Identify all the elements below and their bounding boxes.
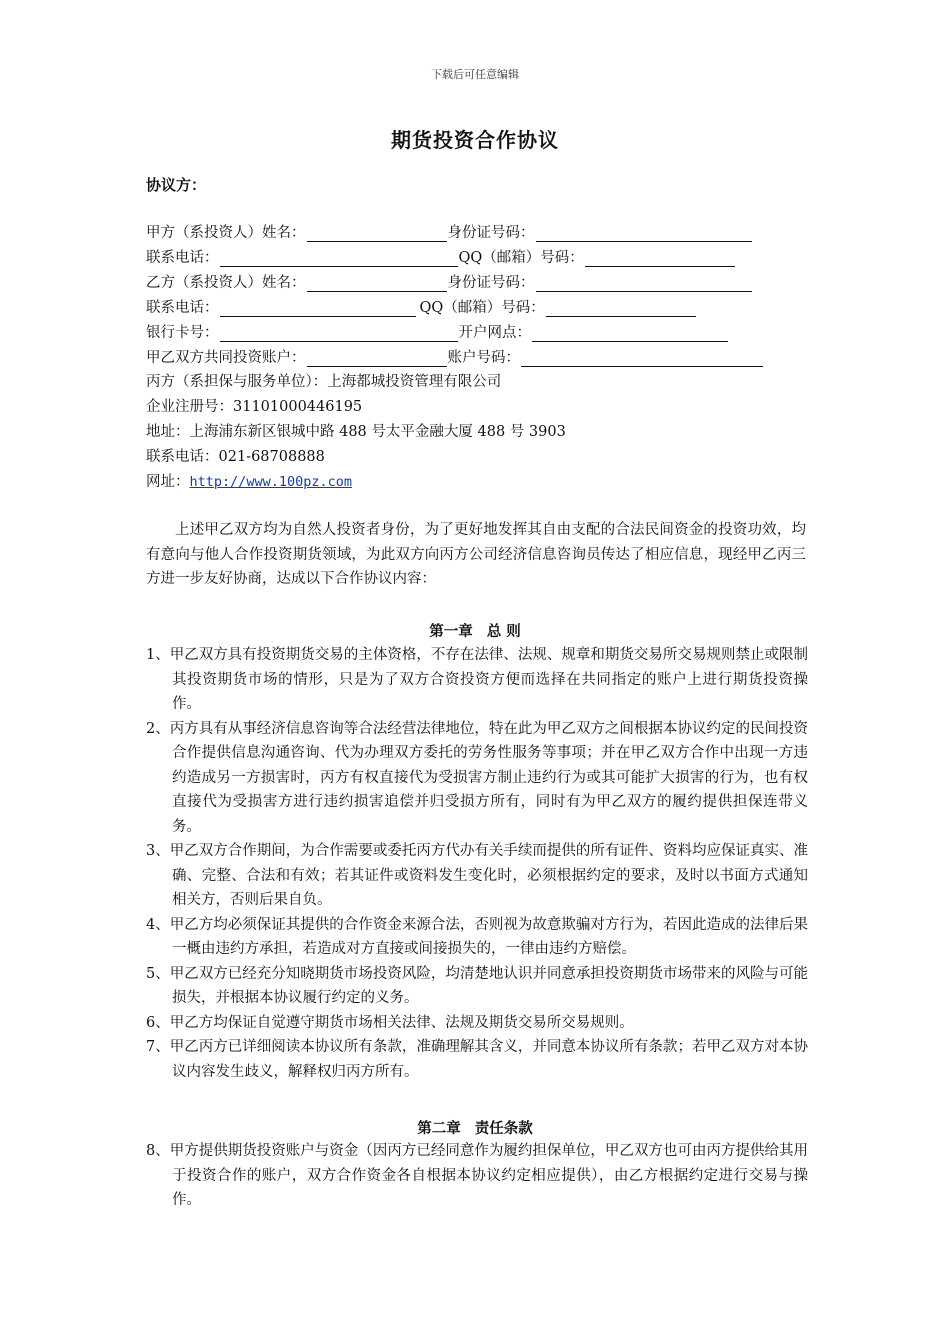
party-a-id-blank[interactable] [536, 224, 752, 242]
address-line: 地址：上海浦东新区银城中路 488 号太平金融大厦 488 号 3903 [146, 424, 566, 440]
party-a-phone-label: 联系电话： [146, 250, 219, 266]
account-number-blank[interactable] [521, 349, 763, 367]
party-a-contact-row [146, 243, 736, 267]
chapter-1-clauses [146, 643, 808, 1084]
party-a-name-row [146, 218, 753, 242]
party-b-name-label: 乙方（系投资人）姓名： [146, 275, 306, 291]
joint-account-label: 甲乙双方共同投资账户： [146, 350, 306, 366]
party-b-phone-label: 联系电话： [146, 300, 219, 316]
party-a-name-blank[interactable] [307, 224, 447, 242]
party-b-id-blank[interactable] [536, 274, 752, 292]
chapter-2-title: 责任条款 [474, 1120, 533, 1137]
party-a-phone-blank[interactable] [220, 249, 458, 267]
clause-3: 3、甲乙双方合作期间，为合作需要或委托丙方代办有关手续而提供的所有证件、资料均应保证真实、准确、完整、合法和有效；若其证件或资料发生变化时，必须根据约定的要求，及时以书面方式通知相关方，否则后果自负。 [146, 843, 808, 908]
clause-4: 4、甲乙方均必须保证其提供的合作资金来源合法，否则视为故意欺骗对方行为，若因此造成的法律后果一概由违约方承担，若造成对方直接或间接损失的，一律由违约方赔偿。 [146, 916, 808, 957]
party-b-qq-label: QQ（邮箱）号码： [419, 300, 545, 316]
joint-account-row [146, 343, 764, 367]
party-b-contact-row [146, 293, 697, 317]
party-b-name-blank[interactable] [307, 274, 447, 292]
clause-8: 8、甲方提供期货投资账户与资金（因丙方已经同意作为履约担保单位，甲乙双方也可由丙方提供给其用于投资合作的账户，双方合作资金各自根据本协议约定相应提供），由乙方根据约定进行交易与操作。 [146, 1143, 808, 1208]
bank-branch-label: 开户网点： [458, 325, 531, 341]
clause-2: 2、丙方具有从事经济信息咨询等合法经营法律地位，特在此为甲乙双方之间根据本协议约定的民间投资合作提供信息沟通咨询、代为办理双方委托的劳务性服务等事项；并在甲乙双方合作中出现一方违约造成另一方损害时，丙方有权直接代为受损害方制止违约行为或其可能扩大损害的行为，也有权直接代为受损害方进行违约损害追偿并归受损方所有，同时有为甲乙双方的履约提供担保连带义务。 [146, 720, 808, 835]
chapter-2-clauses [146, 1139, 808, 1213]
chapter-1-title: 总 则 [486, 623, 521, 640]
party-a-qq-label: QQ（邮箱）号码： [458, 250, 584, 266]
document-title: 期货投资合作协议 [391, 128, 559, 152]
bank-branch-blank[interactable] [532, 324, 728, 342]
party-b-id-label: 身份证号码： [447, 275, 535, 291]
header-note: 下载后可任意编辑 [431, 68, 519, 81]
bank-card-blank[interactable] [220, 324, 458, 342]
party-a-id-label: 身份证号码： [447, 225, 535, 241]
account-number-label: 账户号码： [447, 350, 520, 366]
registration-line: 企业注册号：31101000446195 [146, 399, 363, 415]
party-b-name-row [146, 268, 753, 292]
chapter-2-heading [0, 1117, 950, 1138]
phone-line: 联系电话：021-68708888 [146, 449, 325, 465]
website-line [146, 470, 352, 491]
party-a-qq-blank[interactable] [585, 249, 735, 267]
website-label: 网址： [146, 474, 190, 490]
intro-paragraph: 上述甲乙双方均为自然人投资者身份，为了更好地发挥其自由支配的合法民间资金的投资功效，均有意向与他人合作投资期货领域，为此双方向丙方公司经济信息咨询员传达了相应信息，现经甲乙丙三方进一步友好协商，达成以下合作协议内容： [146, 522, 806, 587]
clause-7: 7、甲乙丙方已详细阅读本协议所有条款，准确理解其含义，并同意本协议所有条款；若甲乙双方对本协议内容发生歧义，解释权归丙方所有。 [146, 1039, 808, 1080]
party-a-name-label: 甲方（系投资人）姓名： [146, 225, 306, 241]
party-b-phone-blank[interactable] [220, 299, 416, 317]
parties-label: 协议方： [146, 176, 207, 194]
clause-1: 1、甲乙双方具有投资期货交易的主体资格，不存在法律、法规、规章和期货交易所交易规则禁止或限制其投资期货市场的情形，只是为了双方合资投资方便而选择在共同指定的账户上进行期货投资操作。 [146, 647, 808, 712]
chapter-2-number: 第二章 [417, 1120, 461, 1137]
website-link[interactable]: http://www.100pz.com [189, 474, 353, 490]
chapter-1-number: 第一章 [429, 623, 473, 640]
joint-account-blank[interactable] [307, 349, 447, 367]
chapter-1-heading [0, 620, 950, 641]
clause-5: 5、甲乙双方已经充分知晓期货市场投资风险，均清楚地认识并同意承担投资期货市场带来的风险与可能损失，并根据本协议履行约定的义务。 [146, 965, 808, 1006]
bank-row [146, 318, 729, 342]
bank-card-label: 银行卡号： [146, 325, 219, 341]
party-b-qq-blank[interactable] [546, 299, 696, 317]
party-c-line: 丙方（系担保与服务单位）：上海都城投资管理有限公司 [146, 374, 502, 390]
clause-6: 6、甲乙方均保证自觉遵守期货市场相关法律、法规及期货交易所交易规则。 [146, 1014, 634, 1031]
